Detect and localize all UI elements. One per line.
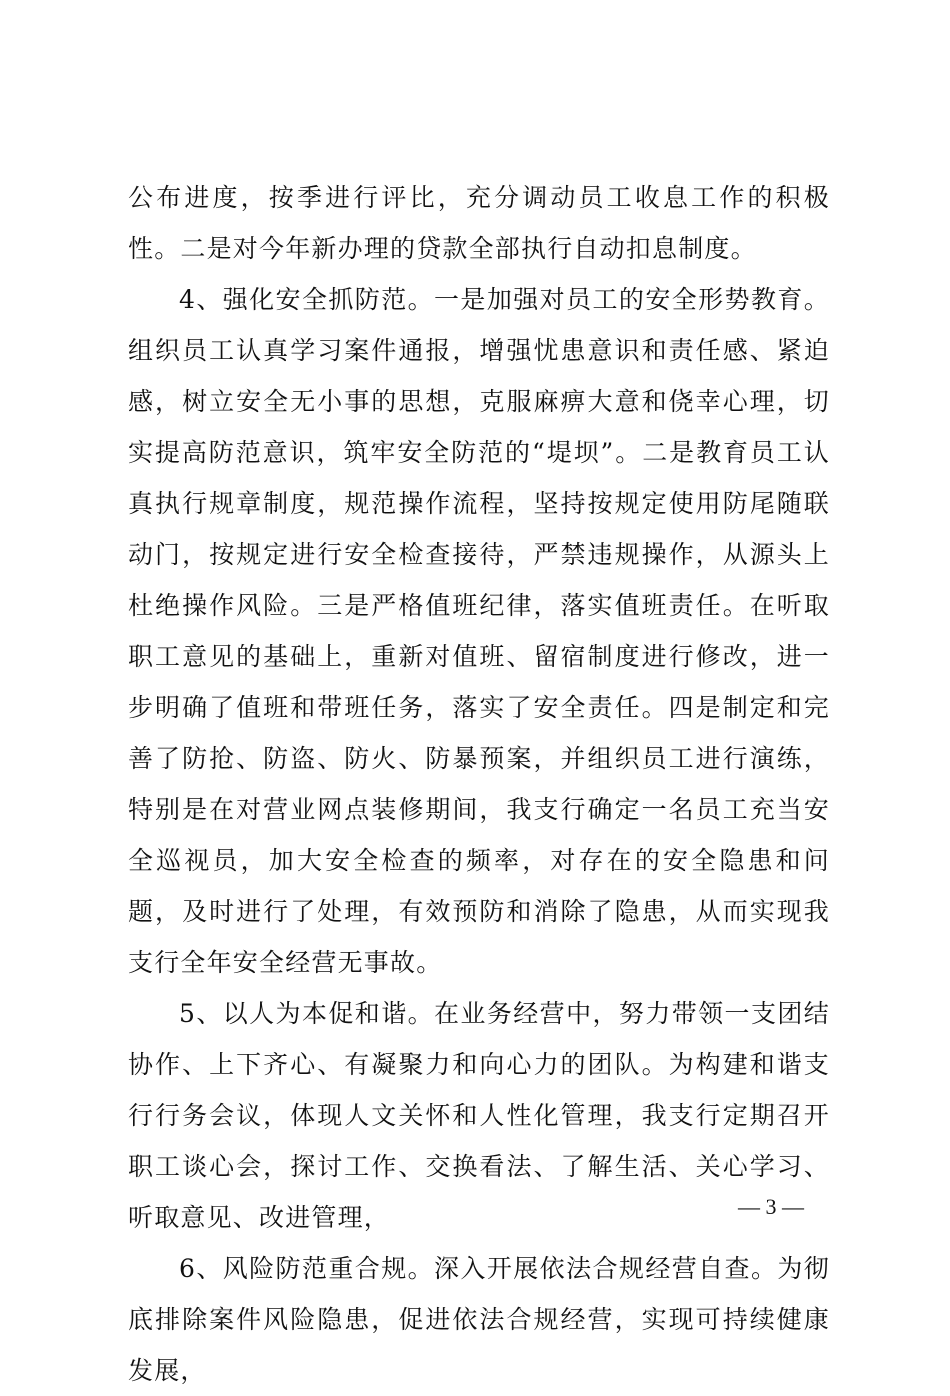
page-number: — 3 —	[738, 1194, 804, 1219]
paragraph-1: 公布进度，按季进行评比，充分调动员工收息工作的积极性。二是对今年新办理的贷款全部执行自动扣息制度。	[128, 183, 830, 263]
paragraph-4: 6、风险防范重合规。深入开展依法合规经营自查。为彻底排除案件风险隐患，促进依法合规经营，实现可持续健康发展，	[128, 1254, 830, 1385]
paragraph-3: 5、以人为本促和谐。在业务经营中，努力带领一支团结协作、上下齐心、有凝聚力和向心力的团队。为构建和谐支行行务会议，体现人文关怀和人性化管理，我支行定期召开职工谈心会，探讨工作、交换看法、了解生活、关心学习、听取意见、改进管理，	[128, 999, 830, 1232]
document-body	[128, 172, 830, 1396]
paragraph-2: 4、强化安全抓防范。一是加强对员工的安全形势教育。组织员工认真学习案件通报，增强忧患意识和责任感、紧迫感，树立安全无小事的思想，克服麻痹大意和侥幸心理，切实提高防范意识，筑牢安全防范的“堤坝”。二是教育员工认真执行规章制度，规范操作流程，坚持按规定使用防尾随联动门，按规定进行安全检查接待，严禁违规操作，从源头上杜绝操作风险。三是严格值班纪律，落实值班责任。在听取职工意见的基础上，重新对值班、留宿制度进行修改，进一步明确了值班和带班任务，落实了安全责任。四是制定和完善了防抢、防盗、防火、防暴预案，并组织员工进行演练，特别是在对营业网点装修期间，我支行确定一名员工充当安全巡视员，加大安全检查的频率，对存在的安全隐患和问题，及时进行了处理，有效预防和消除了隐患，从而实现我支行全年安全经营无事故。	[128, 285, 830, 977]
